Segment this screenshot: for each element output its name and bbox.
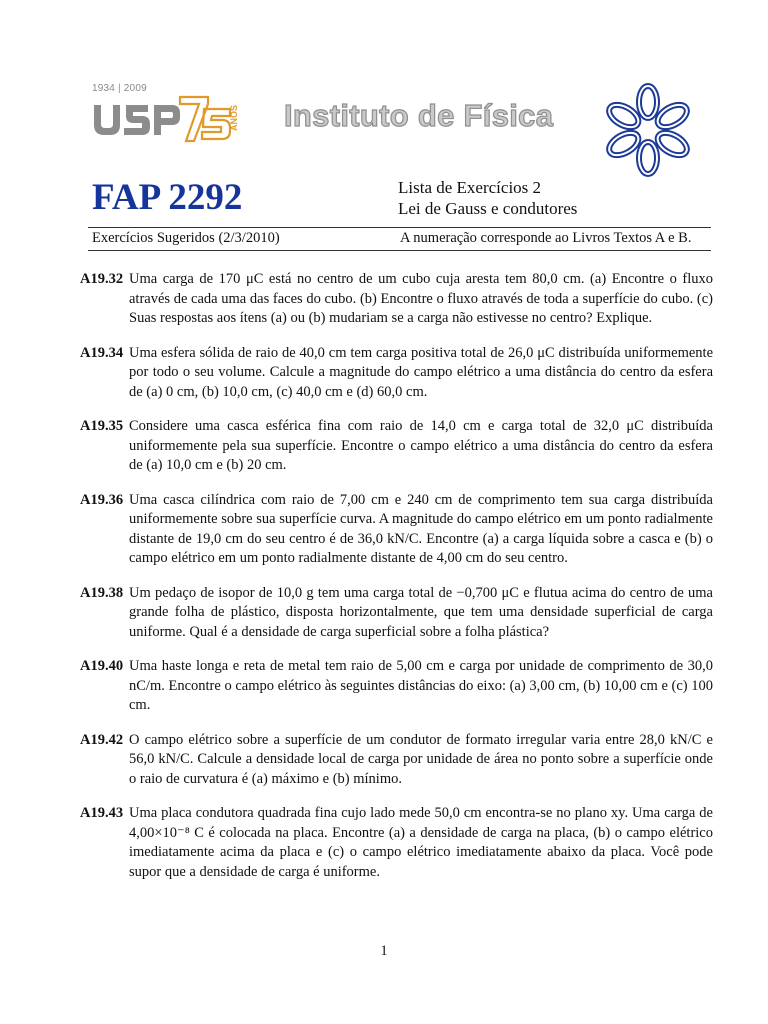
exercise-id: A19.42 [80, 731, 124, 748]
exercise-list [80, 270, 713, 897]
exercise-item [80, 491, 713, 569]
exercise-text: Uma casca cilíndrica com raio de 7,00 cm e 240 cm de comprimento tem sua carga distribuída uniformemente sobre sua superfície curva. A magnitude do campo elétrico em um ponto radialmente distante de 19,0 cm do seu centro é de 36,0 kN/C. Encontre (a) a carga líquida sobre a casca e (b) o campo elétrico em um ponto radialmente distante de 4,00 cm do seu centro. [129, 491, 713, 566]
exercise-text: Considere uma casca esférica fina com raio de 14,0 cm e carga total de 32,0 μC distribuída uniformemente pela sua superfície. Encontre o campo elétrico a uma distância do centro da esfera de (a) 10,0 cm e (b) 20 cm. [129, 418, 713, 473]
exercise-item [80, 270, 713, 329]
suggested-exercises-label: Exercícios Sugeridos (2/3/2010) [92, 230, 280, 246]
top-divider [88, 227, 711, 228]
exercise-text: Uma placa condutora quadrada fina cujo lado mede 50,0 cm encontra-se no plano xy. Uma carga de 4,00×10⁻⁸ C é colocada na placa. Encontre (a) a densidade de carga na placa, (b) o campo elétrico imediatamente acima da placa e (c) o campo elétrico imediatamente abaixo da placa. Você pode supor que a densidade de carga é uniforme. [129, 805, 713, 880]
numbering-note: A numeração corresponde ao Livros Textos A e B. [400, 230, 692, 246]
exercise-item [80, 731, 713, 790]
exercise-item [80, 657, 713, 716]
exercise-item [80, 417, 713, 476]
exercise-id: A19.36 [80, 491, 124, 508]
list-topic: Lei de Gauss e condutores [398, 199, 578, 218]
institute-title: Instituto de Física [284, 98, 554, 133]
list-title [398, 177, 577, 219]
exercise-text: Um pedaço de isopor de 10,0 g tem uma carga total de −0,700 μC e flutua acima do centro de uma grande folha de plástico, disposta horizontalmente, que tem uma densidade superficial de carga uniforme. Qual é a densidade de carga superficial sobre a folha plástica? [129, 584, 713, 640]
list-number: Lista de Exercícios 2 [398, 178, 542, 197]
usp-75-graphic [90, 91, 240, 145]
exercise-text: Uma carga de 170 μC está no centro de um cubo cuja aresta tem 80,0 cm. (a) Encontre o fluxo através de cada uma das faces do cubo. (b) Encontre o fluxo através de toda a superfície do cubo. (c) Suas respostas aos ítens (a) ou (b) mudariam se a carga não estivesse no centro? Explique. [129, 271, 713, 326]
if-knot-logo [598, 80, 698, 180]
exercise-text: Uma esfera sólida de raio de 40,0 cm tem carga positiva total de 26,0 μC distribuída uniformemente por todo o seu volume. Calcule a magnitude do campo elétrico a uma distância do centro da esfera de (a) 0 cm, (b) 10,0 cm, (c) 40,0 cm e (d) 60,0 cm. [129, 344, 713, 400]
usp-years-text: 1934 | 2009 [92, 83, 147, 94]
course-code: FAP 2292 [92, 177, 243, 218]
usp-anos-text: ANOS [229, 104, 239, 131]
exercise-item [80, 584, 713, 643]
exercise-item [80, 804, 713, 882]
exercise-item [80, 344, 713, 403]
exercise-id: A19.32 [80, 271, 124, 287]
exercise-id: A19.40 [80, 658, 124, 674]
exercise-text: O campo elétrico sobre a superfície de um condutor de formato irregular varia entre 28,0 kN/C e 56,0 kN/C. Calcule a densidade local de carga por unidade de área no ponto sobre a superfície onde o raio de curvatura é (a) máximo e (b) mínimo. [129, 731, 713, 787]
exercise-id: A19.43 [80, 805, 124, 821]
usp-75-logo [90, 83, 240, 145]
exercise-id: A19.35 [80, 418, 124, 434]
exercise-id: A19.34 [80, 344, 124, 361]
exercise-text: Uma haste longa e reta de metal tem raio de 5,00 cm e carga por unidade de comprimento de 30,0 nC/m. Encontre o campo elétrico às seguintes distâncias do eixo: (a) 3,00 cm, (b) 10,00 cm e (c) 100 cm. [129, 658, 713, 713]
page-number: 1 [380, 943, 388, 959]
bottom-divider [88, 250, 711, 251]
exercise-id: A19.38 [80, 584, 124, 601]
